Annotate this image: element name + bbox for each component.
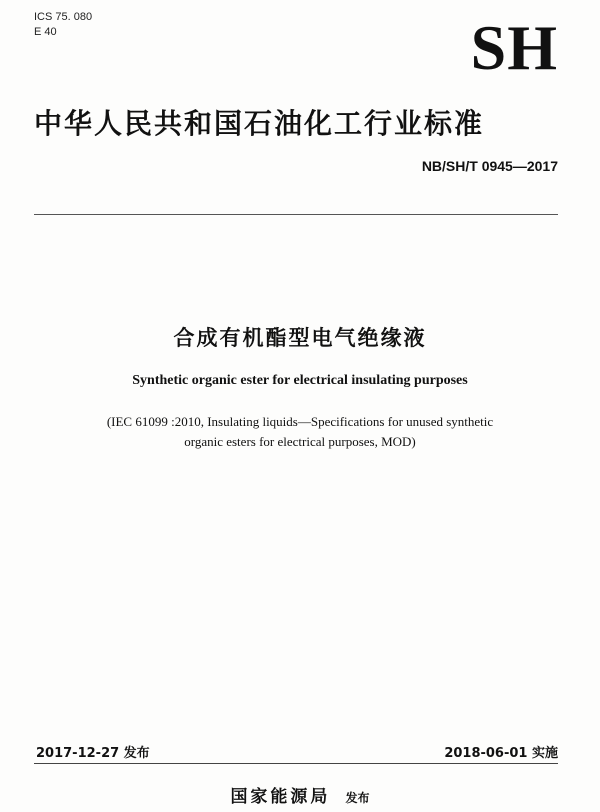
adoption-note-line-2: organic esters for electrical purposes, MOD) <box>184 434 416 449</box>
document-title-english: Synthetic organic ester for electrical insulating purposes <box>132 373 468 388</box>
header-divider <box>34 214 558 215</box>
implementation-date: 2018-06-01 实施 <box>444 746 558 761</box>
issue-date: 2017-12-27 发布 <box>36 746 150 761</box>
standard-category-title: 中华人民共和国石油化工行业标准 <box>34 107 485 140</box>
publisher-name: 国家能源局 <box>230 787 331 807</box>
document-title-chinese: 合成有机酯型电气绝缘液 <box>173 326 427 350</box>
classification-codes <box>34 10 92 40</box>
footer-divider <box>34 763 558 764</box>
publisher-verb: 发布 <box>345 791 370 805</box>
publisher-line <box>0 782 600 807</box>
ics-code: ICS 75. 080 <box>34 11 93 23</box>
adoption-note <box>0 412 600 452</box>
adoption-note-line-1: (IEC 61099 :2010, Insulating liquids—Specifications for unused synthetic <box>106 414 494 429</box>
ccs-code: E 40 <box>34 26 57 38</box>
standard-number: NB/SH/T 0945—2017 <box>421 158 558 174</box>
sh-logo: SH <box>470 12 558 83</box>
